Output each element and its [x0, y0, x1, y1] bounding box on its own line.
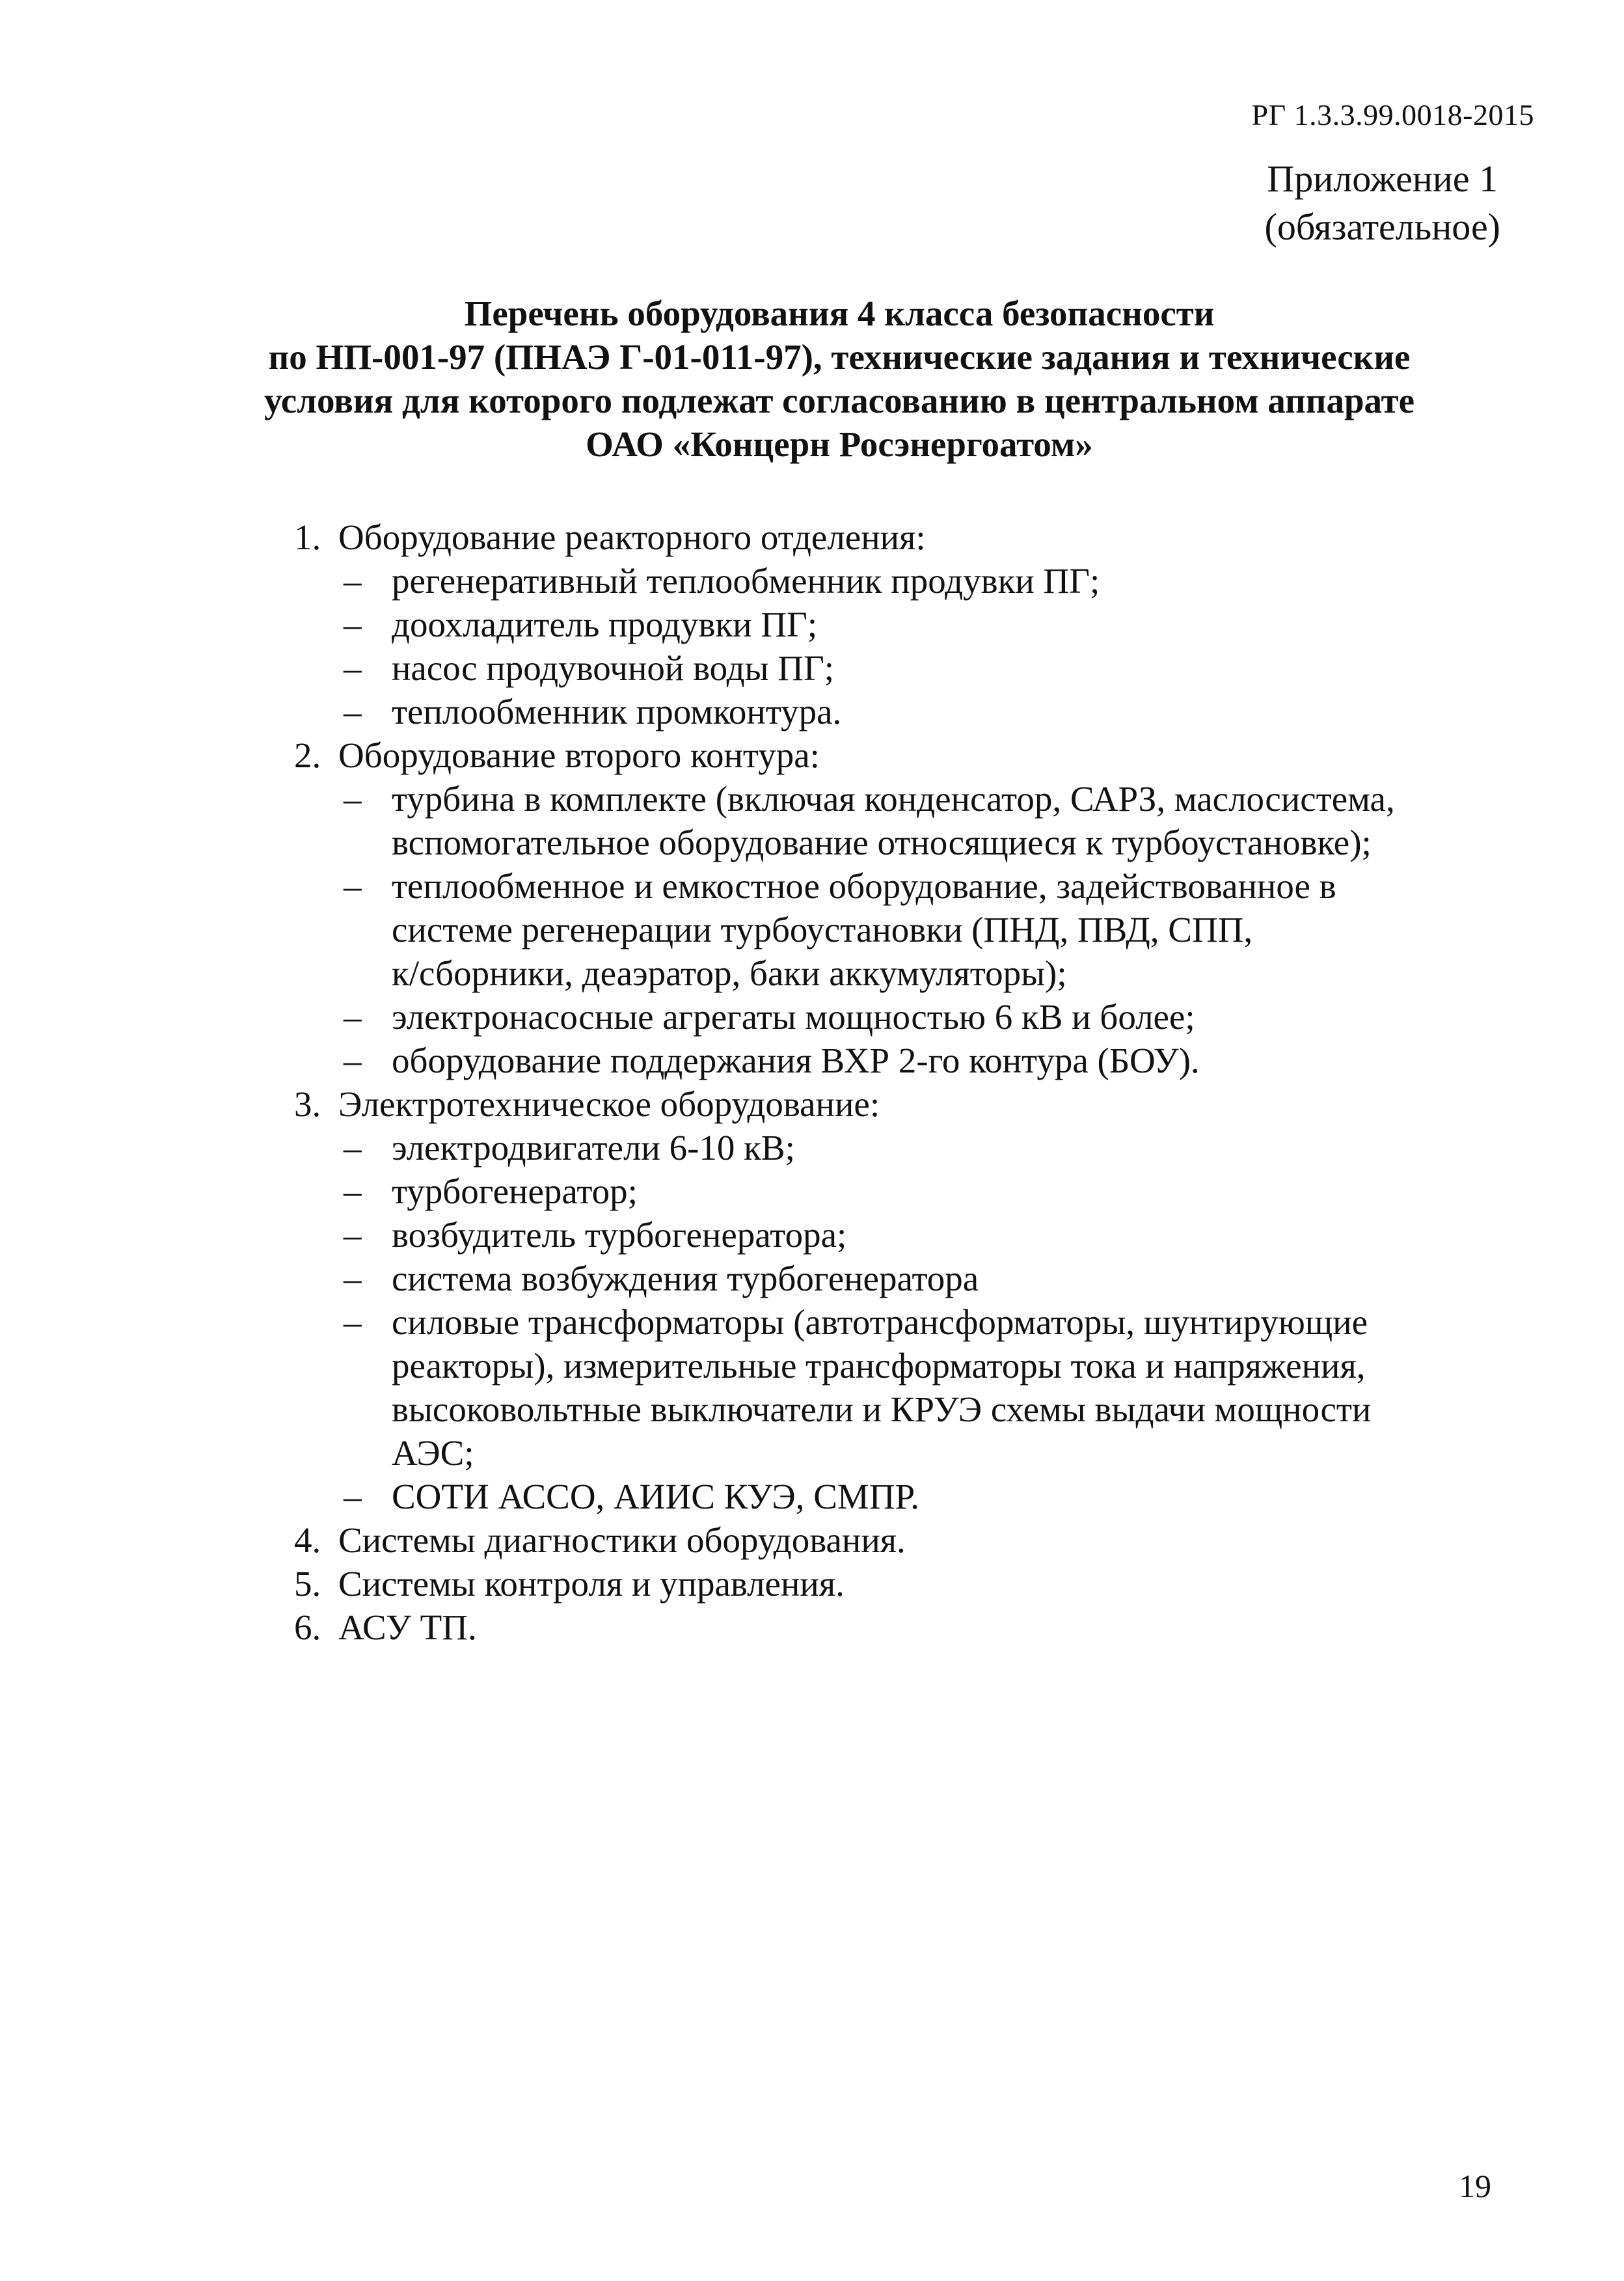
sub-item	[0, 777, 1624, 864]
dash-bullet: –	[344, 866, 362, 906]
list-item-heading: Оборудование второго контура:	[338, 735, 820, 775]
sub-item	[0, 1213, 1624, 1257]
sub-item-line: реакторы), измерительные трансформаторы тока и напряжения,	[392, 1346, 1366, 1386]
annex-title: Приложение 1	[1267, 157, 1498, 200]
title-line: ОАО «Концерн Росэнергоатом»	[586, 424, 1093, 464]
sub-item	[0, 1169, 1624, 1213]
sub-item-line: турбогенератор;	[392, 1171, 638, 1211]
sub-item-line: теплообменное и емкостное оборудование, задействованное в	[392, 866, 1336, 906]
sub-item-line: система возбуждения турбогенератора	[392, 1259, 979, 1298]
dash-bullet: –	[344, 1041, 362, 1080]
list-item-number: 6.	[294, 1607, 321, 1647]
list-item	[0, 1562, 1624, 1605]
title-line: по НП-001-97 (ПНАЭ Г-01-011-97), технические задания и технические	[268, 337, 1411, 377]
sub-item-line: СОТИ АССО, АИИС КУЭ, СМПР.	[392, 1477, 920, 1516]
sub-item	[0, 690, 1624, 733]
sub-item	[0, 1126, 1624, 1169]
sub-item-line: силовые трансформаторы (автотрансформаторы, шунтирующие	[392, 1302, 1368, 1342]
sub-item-line: доохладитель продувки ПГ;	[392, 605, 818, 644]
sub-item	[0, 603, 1624, 646]
title-line: Перечень оборудования 4 класса безопасности	[464, 294, 1215, 333]
sub-item	[0, 646, 1624, 690]
list-item-number: 4.	[294, 1520, 321, 1560]
dash-bullet: –	[344, 1128, 362, 1168]
sub-item-line: электродвигатели 6-10 кВ;	[392, 1128, 795, 1168]
sub-item	[0, 1300, 1624, 1475]
dash-bullet: –	[344, 692, 362, 731]
sub-item	[0, 559, 1624, 603]
dash-bullet: –	[344, 1171, 362, 1211]
document-title	[195, 292, 1483, 466]
sub-item-line: турбина в комплекте (включая конденсатор, САРЗ, маслосистема,	[392, 779, 1395, 819]
dash-bullet: –	[344, 648, 362, 688]
list-item	[0, 1082, 1624, 1126]
list-item-heading: Системы контроля и управления.	[338, 1564, 845, 1604]
list-item-heading: Оборудование реакторного отделения:	[338, 517, 926, 557]
dash-bullet: –	[344, 1302, 362, 1342]
list-item-number: 1.	[294, 517, 321, 557]
dash-bullet: –	[344, 605, 362, 644]
equipment-list	[0, 515, 1624, 1649]
document-code: РГ 1.3.3.99.0018-2015	[1251, 98, 1534, 131]
list-item-number: 5.	[294, 1564, 321, 1604]
sub-item-line: АЭС;	[392, 1433, 474, 1473]
sub-item	[0, 1257, 1624, 1300]
list-item-heading: Электротехническое оборудование:	[338, 1084, 880, 1124]
dash-bullet: –	[344, 997, 362, 1037]
sub-item-line: системе регенерации турбоустановки (ПНД, ПВД, СПП,	[392, 910, 1253, 949]
dash-bullet: –	[344, 1259, 362, 1298]
list-item-heading: АСУ ТП.	[338, 1607, 477, 1647]
list-item-number: 2.	[294, 735, 321, 775]
dash-bullet: –	[344, 1477, 362, 1516]
list-item	[0, 1605, 1624, 1649]
sub-item-line: оборудование поддержания ВХР 2-го контура (БОУ).	[392, 1041, 1200, 1080]
dash-bullet: –	[344, 561, 362, 601]
sub-item-line: регенеративный теплообменник продувки ПГ;	[392, 561, 1100, 601]
sub-item-line: насос продувочной воды ПГ;	[392, 648, 835, 688]
list-item	[0, 733, 1624, 777]
sub-item-line: электронасосные агрегаты мощностью 6 кВ и более;	[392, 997, 1195, 1037]
sub-item-line: к/сборники, деаэратор, баки аккумуляторы);	[392, 953, 1067, 993]
sub-item-line: вспомогательное оборудование относящиеся к турбоустановке);	[392, 823, 1372, 862]
dash-bullet: –	[344, 1215, 362, 1255]
list-item	[0, 515, 1624, 559]
annex-note: (обязательное)	[1264, 206, 1500, 248]
sub-item-line: теплообменник промконтура.	[392, 692, 842, 731]
page-number: 19	[1459, 2168, 1491, 2204]
sub-item-line: возбудитель турбогенератора;	[392, 1215, 847, 1255]
sub-item	[0, 864, 1624, 995]
title-line: условия для которого подлежат согласованию в центральном аппарате	[264, 381, 1415, 420]
sub-item	[0, 1475, 1624, 1518]
annex-label	[1265, 155, 1501, 251]
sub-item-line: высоковольтные выключатели и КРУЭ схемы выдачи мощности	[392, 1389, 1372, 1429]
list-item-number: 3.	[294, 1084, 321, 1124]
dash-bullet: –	[344, 779, 362, 819]
sub-item	[0, 1039, 1624, 1082]
list-item-heading: Системы диагностики оборудования.	[338, 1520, 906, 1560]
list-item	[0, 1518, 1624, 1562]
sub-item	[0, 995, 1624, 1039]
